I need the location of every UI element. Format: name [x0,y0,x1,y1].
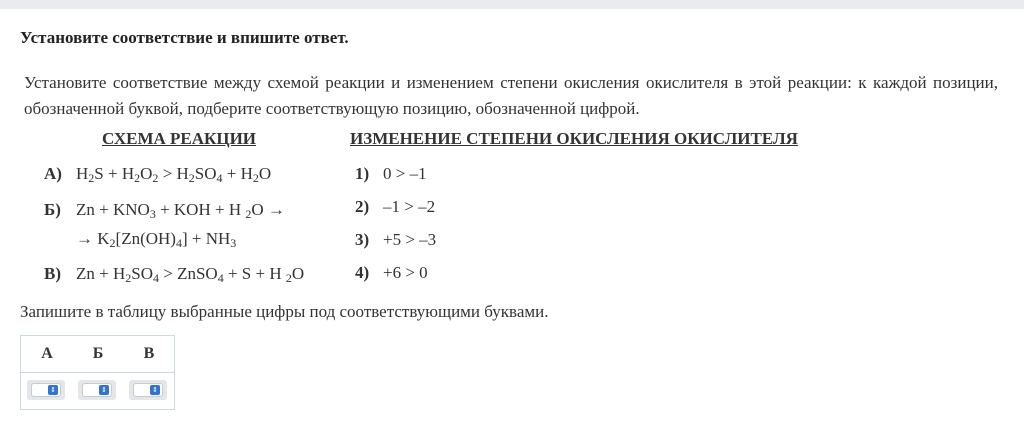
reaction-letter-b: Б) [44,200,61,219]
task-intro: Установите соответствие между схемой реакции и изменением степени окисления окислителя в этой реакции: к каждой позиции, обозначенной буквой, подберите соответствующую позицию, обозначенной цифрой. [24,73,998,118]
top-strip [0,0,1024,9]
instruction-text: Запишите в таблицу выбранные цифры под соответствующими буквами. [20,302,549,321]
answer-header-b: Б [92,345,104,362]
option-number-4: 4) [355,263,370,282]
option-number-3: 3) [355,230,370,249]
oxidation-change-header: ИЗМЕНЕНИЕ СТЕПЕНИ ОКИСЛЕНИЯ ОКИСЛИТЕЛЯ [350,129,798,148]
option-value-3: +5 > –3 [383,230,437,249]
select-field[interactable] [82,383,112,397]
option-value-1: 0 > –1 [383,164,427,183]
select-arrows-icon[interactable]: ⇕ [150,385,160,395]
task-heading: Установите соответствие и впишите ответ. [20,28,349,47]
answer-header-a: А [41,345,53,362]
option-value-4: +6 > 0 [383,263,428,282]
reaction-scheme-header: СХЕМА РЕАКЦИИ [102,129,257,148]
reaction-b-line1: $Zn + KNO_3$ + KOH + H $_2$O → [76,200,285,221]
reaction-b-line2: → $K_2[Zn(OH)_4] + NH_3$ [76,229,237,250]
reaction-letter-a: А) [44,164,62,183]
reaction-a: $H_2S + H_2O_2 > H_2SO_4 + H_2O$ [76,164,272,185]
answer-select-b[interactable] [78,380,116,400]
answer-select-a[interactable] [27,380,65,400]
reaction-c: $Zn + H_2SO_4$ > ZnSO$_4$ + S + H $_2$O [76,264,305,285]
answer-table-header [21,336,174,373]
answer-table [20,335,175,410]
answer-header-c: В [143,345,155,362]
reaction-letter-c: В) [44,264,61,283]
option-number-1: 1) [355,164,370,183]
select-field[interactable] [31,383,61,397]
option-value-2: –1 > –2 [383,197,436,216]
select-arrows-icon[interactable]: ⇕ [48,385,58,395]
select-field[interactable] [133,383,163,397]
answer-select-c[interactable] [129,380,167,400]
option-number-2: 2) [355,197,370,216]
select-arrows-icon[interactable]: ⇕ [99,385,109,395]
